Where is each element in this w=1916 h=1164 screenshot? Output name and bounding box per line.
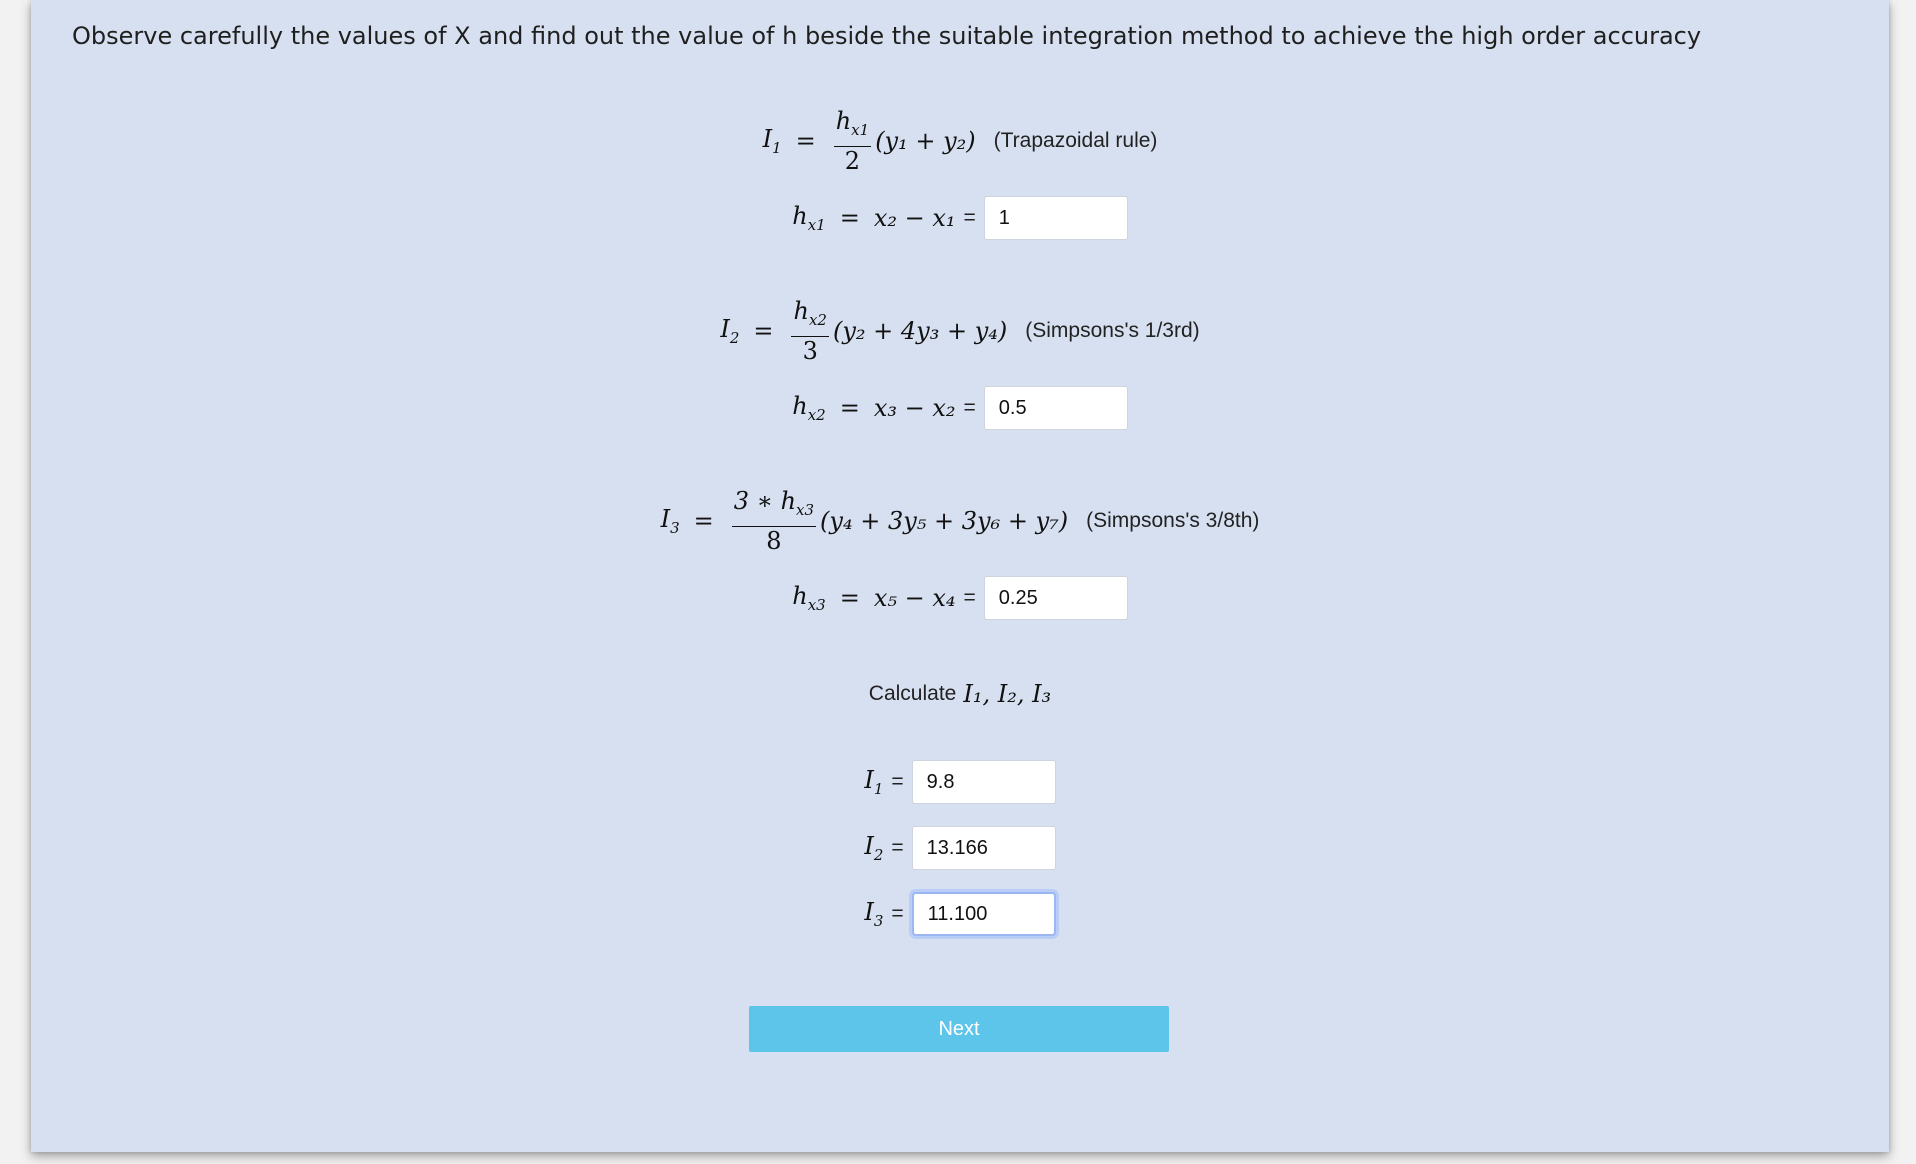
method-label: (Simpsons's 3/8th) <box>1086 508 1260 532</box>
h-symbol: $h_{x1}$ <box>792 202 826 234</box>
formula-lhs: $I_3$ <box>660 504 680 537</box>
h-difference: x₃ − x₂ <box>873 394 956 422</box>
question-text: Observe carefully the values of X and find out the value of h beside the suitable integration method to achieve the high order accuracy <box>72 22 1702 50</box>
next-button[interactable]: Next <box>749 1006 1169 1052</box>
formula-terms: (y₄ + 3y₅ + 3y₆ + y₇) <box>820 506 1069 535</box>
formula-trapezoidal: $I_1$ = $\frac{h_{x1}}{2}$ (y₁ + y₂) (Trapazoidal rule) <box>762 107 1158 175</box>
formula-simpson-13: $I_2$ = $\frac{h_{x2}}{3}$ (y₂ + 4y₃ + y₄) (Simpsons's 1/3rd) <box>720 297 1200 365</box>
h-row-3: $h_{x3}$ = x₅ − x₄ = 0.25 <box>31 576 1889 620</box>
result-row-3: $I_3$ = 11.100 <box>31 892 1889 936</box>
result-row-1: $I_1$ = 9.8 <box>31 760 1889 804</box>
formula-lhs: $I_1$ <box>762 124 782 157</box>
i2-input[interactable] <box>912 826 1056 870</box>
h-difference: x₂ − x₁ <box>873 204 956 232</box>
h-symbol: $h_{x2}$ <box>792 392 826 424</box>
h-row-2: $h_{x2}$ = x₃ − x₂ = 0.5 <box>31 386 1889 430</box>
result-symbol: $I_2$ <box>864 832 884 864</box>
formula-fraction: $\frac{h_{x1}}{2}$ <box>835 107 870 175</box>
h-difference: x₅ − x₄ <box>873 584 956 612</box>
calculate-label: Calculate <box>868 682 957 705</box>
h-row-1: $h_{x1}$ = x₂ − x₁ = 1 <box>31 196 1889 240</box>
result-symbol: $I_3$ <box>864 898 884 930</box>
i1-input[interactable] <box>912 760 1056 804</box>
h-symbol: $h_{x3}$ <box>792 582 826 614</box>
result-symbol: $I_1$ <box>864 766 884 798</box>
formula-simpson-38: $I_3$ = $\frac{3 ∗ h_{x3}}{8}$ (y₄ + 3y₅ + 3y₆ + y₇) (Simpsons's 3/8th) <box>660 487 1260 555</box>
formula-lhs: $I_2$ <box>720 314 740 347</box>
calculate-heading <box>31 680 1889 708</box>
question-card <box>31 0 1889 1152</box>
h3-input[interactable] <box>984 576 1128 620</box>
result-row-2: $I_2$ = 13.166 <box>31 826 1889 870</box>
method-label: (Trapazoidal rule) <box>993 128 1158 152</box>
calculate-vars: I₁, I₂, I₃ <box>963 680 1052 708</box>
h1-input[interactable] <box>984 196 1128 240</box>
formula-terms: (y₁ + y₂) <box>875 126 976 155</box>
h2-input[interactable] <box>984 386 1128 430</box>
i3-input[interactable] <box>912 892 1056 936</box>
formula-fraction: $\frac{h_{x2}}{3}$ <box>793 297 827 365</box>
formula-fraction: $\frac{3 ∗ h_{x3}}{8}$ <box>733 487 815 555</box>
method-label: (Simpsons's 1/3rd) <box>1025 318 1200 342</box>
formula-terms: (y₂ + 4y₃ + y₄) <box>832 316 1008 345</box>
